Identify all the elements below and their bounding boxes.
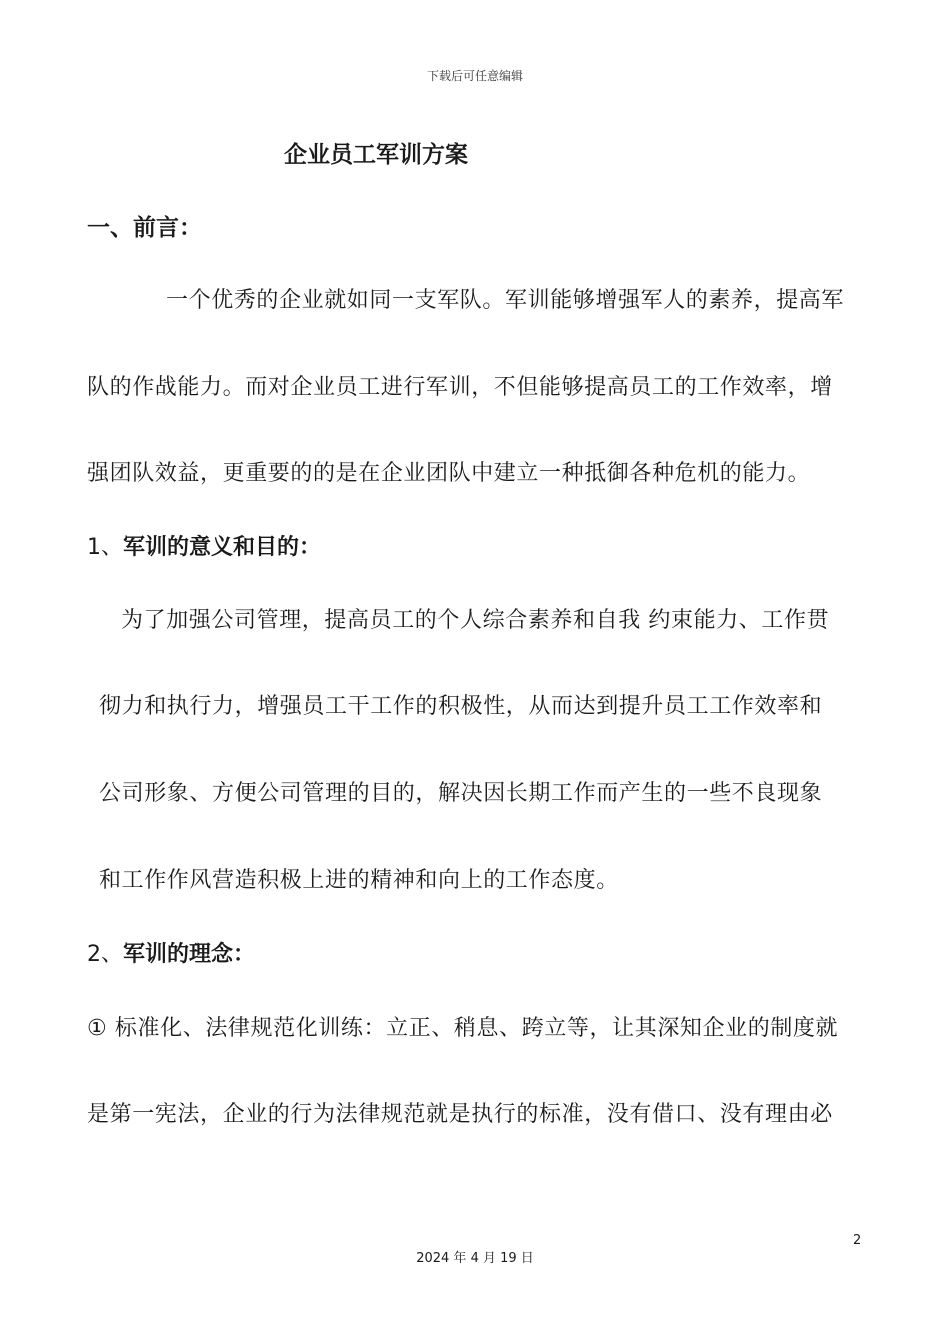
page-header: 下载后可任意编辑 <box>426 69 523 83</box>
page-number: 2 <box>853 1233 862 1248</box>
paragraph-line: 为了加强公司管理，提高员工的个人综合素养和自我 约束能力、工作贯 <box>121 608 830 633</box>
subsection-number: 2、 <box>87 942 123 967</box>
document-title: 企业员工军训方案 <box>284 142 468 168</box>
paragraph-line: 彻力和执行力，增强员工干工作的积极性，从而达到提升员工工作效率和 <box>99 694 823 719</box>
subsection-title: 军训的意义和目的： <box>123 535 322 560</box>
subsection-number: 1、 <box>87 535 123 560</box>
footer-date: 2024 年 4 月 19 日 <box>416 1251 534 1266</box>
paragraph-line: 队的作战能力。而对企业员工进行军训，不但能够提高员工的工作效率，增 <box>87 375 833 400</box>
paragraph-line: 强团队效益，更重要的的是在企业团队中建立一种抵御各种危机的能力。 <box>87 461 811 486</box>
subsection-heading-concept <box>87 937 255 968</box>
subsection-heading-purpose <box>87 530 321 561</box>
paragraph-line: ① 标准化、法律规范化训练：立正、稍息、跨立等，让其深知企业的制度就 <box>87 1016 839 1041</box>
paragraph-line: 公司形象、方便公司管理的目的，解决因长期工作而产生的一些不良现象 <box>99 781 823 806</box>
subsection-title: 军训的理念： <box>123 942 256 967</box>
section-heading-preface: 一、前言： <box>87 215 202 241</box>
paragraph-line: 是第一宪法，企业的行为法律规范就是执行的标准，没有借口、没有理由必 <box>87 1102 833 1127</box>
paragraph-line: 和工作作风营造积极上进的精神和向上的工作态度。 <box>99 868 619 893</box>
paragraph-line: 一个优秀的企业就如同一支军队。军训能够增强军人的素养，提高军 <box>166 288 845 313</box>
